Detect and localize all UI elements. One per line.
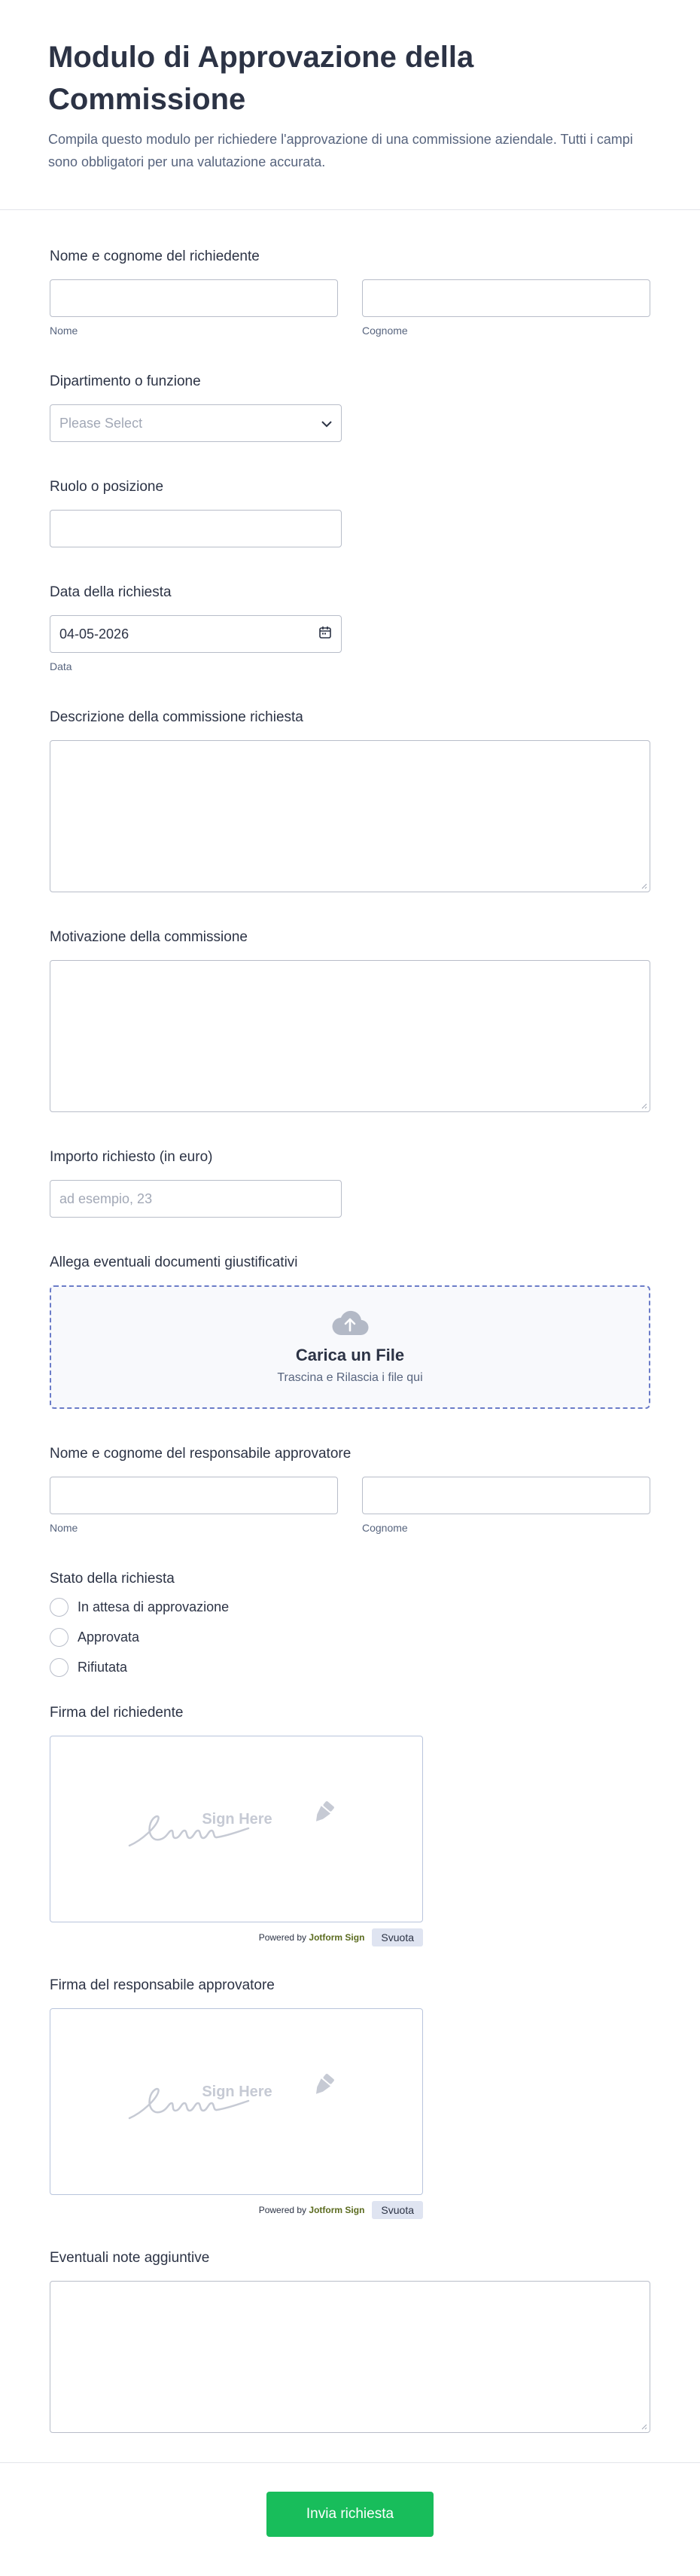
approver-signature-pad[interactable] [50, 2008, 423, 2195]
requester-name-field [50, 248, 650, 337]
form-title: Modulo di Approvazione della Commissione [48, 41, 474, 116]
requester-name-label: Nome e cognome del richiedente [50, 248, 260, 264]
motivation-label: Motivazione della commissione [50, 929, 248, 945]
amount-label: Importo richiesto (in euro) [50, 1149, 213, 1165]
jotform-sign-brand: Jotform Sign [309, 2205, 365, 2215]
role-input[interactable] [50, 510, 342, 547]
request-date-value: 04-05-2026 [59, 626, 129, 642]
sign-here-text: Sign Here [202, 2084, 272, 2100]
approver-name-field [50, 1445, 650, 1534]
radio-button[interactable] [50, 1598, 68, 1617]
form-body [0, 248, 700, 2433]
radio-button[interactable] [50, 1628, 68, 1647]
clear-signature-button[interactable]: Svuota [372, 1928, 423, 1946]
request-date-label: Data della richiesta [50, 584, 172, 600]
approver-name-label: Nome e cognome del responsabile approvatore [50, 1446, 352, 1462]
notes-field [50, 2249, 650, 2433]
clear-signature-button[interactable]: Svuota [372, 2201, 423, 2219]
status-option-approved[interactable] [50, 1627, 650, 1647]
requester-last-name-input[interactable] [362, 279, 650, 317]
attachments-field [50, 1254, 650, 1409]
submit-button[interactable]: Invia richiesta [266, 2492, 434, 2537]
amount-placeholder: ad esempio, 23 [59, 1190, 153, 1206]
form-subtitle: Compila questo modulo per richiedere l'approvazione di una commissione aziendale. Tutti i campi sono obbligatori per una valutazione accurata. [48, 132, 633, 169]
notes-label: Eventuali note aggiuntive [50, 2250, 210, 2266]
cloud-upload-icon [331, 1310, 369, 1340]
role-label: Ruolo o posizione [50, 479, 164, 495]
resize-grip-icon[interactable] [640, 1102, 647, 1109]
status-option-rejected[interactable] [50, 1657, 650, 1677]
upload-title: Carica un File [295, 1345, 405, 1364]
jotform-sign-brand: Jotform Sign [309, 1932, 365, 1943]
motivation-textarea[interactable] [50, 960, 650, 1112]
sign-here-icon [50, 1736, 424, 1923]
department-label: Dipartimento o funzione [50, 373, 201, 389]
requester-last-name-sublabel: Cognome [362, 325, 408, 337]
approver-signature-field [50, 1977, 650, 2219]
request-date-field [50, 584, 650, 672]
requester-first-name-input[interactable] [50, 279, 338, 317]
requester-signature-pad[interactable] [50, 1736, 423, 1922]
role-field [50, 478, 650, 547]
status-label: Stato della richiesta [50, 1571, 175, 1587]
status-field [50, 1570, 650, 1677]
calendar-icon[interactable] [318, 626, 332, 643]
sign-here-icon [50, 2009, 424, 2196]
department-select[interactable] [50, 404, 342, 442]
approver-last-name-input[interactable] [362, 1477, 650, 1514]
approver-first-name-sublabel: Nome [50, 1522, 78, 1534]
status-option-label: In attesa di approvazione [78, 1599, 230, 1614]
form-header [0, 0, 700, 210]
requester-signature-label: Firma del richiedente [50, 1705, 184, 1721]
resize-grip-icon[interactable] [640, 2422, 647, 2430]
approver-first-name-input[interactable] [50, 1477, 338, 1514]
department-placeholder: Please Select [59, 415, 143, 431]
radio-button[interactable] [50, 1658, 68, 1677]
chevron-down-icon [321, 416, 332, 431]
file-upload-dropzone[interactable] [50, 1285, 650, 1409]
request-date-sublabel: Data [50, 660, 72, 672]
department-field [50, 373, 650, 442]
motivation-field [50, 928, 650, 1112]
powered-by-text: Powered by Jotform Sign [258, 1932, 365, 1943]
attachments-label: Allega eventuali documenti giustificativi [50, 1254, 298, 1270]
status-option-label: Approvata [78, 1629, 140, 1645]
request-date-input[interactable] [50, 615, 342, 653]
upload-subtitle: Trascina e Rilascia i file qui [277, 1370, 423, 1384]
resize-grip-icon[interactable] [640, 882, 647, 889]
notes-textarea[interactable] [50, 2281, 650, 2433]
status-option-pending[interactable] [50, 1597, 650, 1617]
status-option-label: Rifiutata [78, 1659, 128, 1675]
amount-field [50, 1148, 650, 1218]
requester-first-name-sublabel: Nome [50, 325, 78, 337]
requester-signature-field [50, 1704, 650, 1946]
description-label: Descrizione della commissione richiesta [50, 709, 303, 725]
powered-by-text: Powered by Jotform Sign [258, 2205, 365, 2215]
description-field [50, 709, 650, 892]
approver-last-name-sublabel: Cognome [362, 1522, 408, 1534]
sign-here-text: Sign Here [202, 1811, 272, 1828]
description-textarea[interactable] [50, 740, 650, 892]
approver-signature-label: Firma del responsabile approvatore [50, 1977, 275, 1993]
amount-input[interactable] [50, 1180, 342, 1218]
form-footer [0, 2462, 700, 2576]
